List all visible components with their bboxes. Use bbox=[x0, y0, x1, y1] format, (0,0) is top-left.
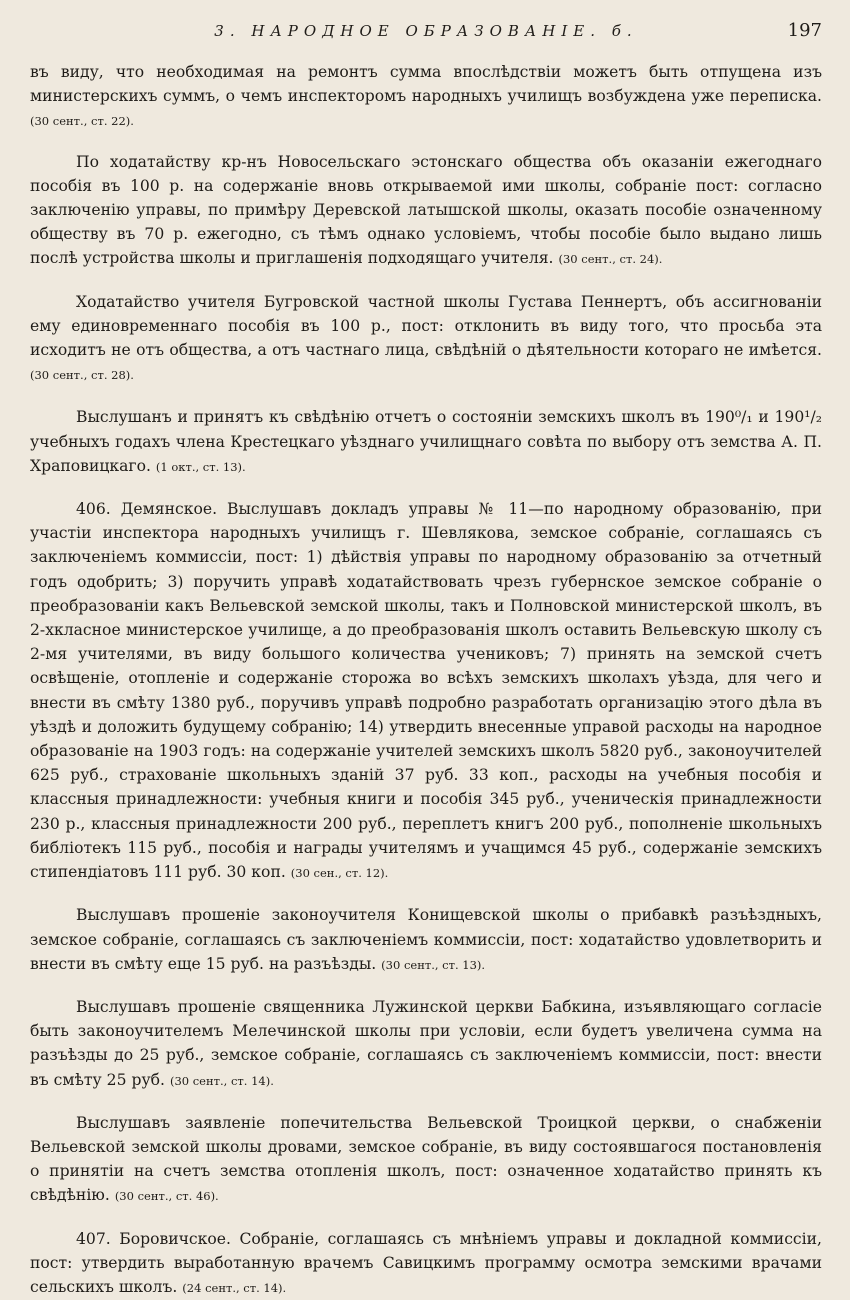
page-number: 197 bbox=[787, 20, 822, 41]
paragraph-text: 407. Боровичское. Собраніе, соглашаясь съ мнѣніемъ управы и докладной коммиссіи, пост: утвердить выработанную врачемъ Савицкимъ программу осмотра земскими врачами сельскихъ школъ. bbox=[30, 1229, 822, 1296]
paragraph-text: Выслушавъ прошеніе законоучителя Конищевской школы о прибавкѣ разъѣздныхъ, земское собраніе, соглашаясь съ заключеніемъ коммиссіи, пост: ходатайство удовлетворить и внести въ смѣту еще 15 руб. на разъѣзды. bbox=[30, 906, 822, 973]
citation-ref: (30 сен., ст. 12). bbox=[290, 866, 389, 881]
paragraph-text: Ходатайство учителя Бугровской частной школы Густава Пеннертъ, объ ассигнованіи ему единовременнаго пособія въ 100 р., пост: отклонить въ виду того, что просьба эта исходитъ не отъ общества, а отъ частнаго лица, свѣдѣній о дѣятельности котораго не имѣется. bbox=[30, 292, 822, 360]
paragraph-text: По ходатайству кр-нъ Новосельскаго эстонскаго общества объ оказаніи ежегоднаго пособія въ 100 р. на содержаніе вновь открываемой ими школы, собраніе пост: согласно заключенію управы, по примѣру Деревской латышской школы, оказать пособіе означенному обществу въ 70 р. ежегодно, съ тѣмъ однако условіемъ, чтобы пособіе было выдано лишь послѣ устройства школы и приглашенія подходящаго учителя. bbox=[30, 152, 822, 268]
citation-ref: (24 сент., ст. 14). bbox=[182, 1280, 287, 1295]
paragraph bbox=[30, 1111, 822, 1209]
citation-ref: (30 сент., ст. 14). bbox=[169, 1073, 274, 1088]
citation-ref: (30 сент., ст. 46). bbox=[114, 1189, 219, 1204]
citation-ref: (30 сент., ст. 22). bbox=[30, 114, 134, 129]
paragraph bbox=[30, 497, 822, 885]
paragraph bbox=[30, 1227, 822, 1300]
paragraph bbox=[30, 995, 822, 1093]
citation-ref: (30 сент., ст. 13). bbox=[381, 957, 486, 972]
paragraph-text: въ виду, что необходимая на ремонтъ сумма впослѣдствіи можетъ быть отпущена изъ министерскихъ суммъ, о чемъ инспекторомъ народныхъ училищъ возбуждена уже переписка. bbox=[30, 63, 822, 106]
citation-ref: (1 окт., ст. 13). bbox=[155, 459, 246, 474]
running-title: 3. НАРОДНОЕ ОБРАЗОВАНІЕ. б. bbox=[214, 22, 638, 40]
paragraph-text: 406. Демянское. Выслушавъ докладъ управы № 11—по народному образованію, при участіи инспектора народныхъ училищъ г. Шевлякова, земское собраніе, соглашаясь съ заключеніемъ коммиссіи, пост: 1) дѣйствія управы по народному образованію за отчетный годъ одобрить; 3) поручить управѣ ходатайствовать чрезъ губернское земское собраніе о преобразованіи какъ Вельевской земской школы, такъ и Полновской министерской школъ, въ 2-хкласное министерское училище, а до преобразованія школъ оставить Вельевскую школу съ 2-мя учителями, въ виду большого количества учениковъ; 7) принять на земской счетъ освѣщеніе, отопленіе и содержаніе сторожа во всѣхъ земскихъ школахъ уѣзда, для чего и внести въ смѣту 1380 руб., поручивъ управѣ подробно разработать организацію этого дѣла въ уѣздѣ и доложить будущему собранію; 14) утвердить внесенные управой расходы на народное образованіе на 1903 годъ: на содержаніе учителей земскихъ школъ 5820 руб., законоучителей 625 руб., страхованіе школьныхъ зданій 37 руб. 33 коп., расходы на учебныя пособія и классныя принадлежности: учебныя книги и пособія 345 руб., ученическія принадлежности 230 р., классныя принадлежности 200 руб., переплетъ книгъ 200 руб., пополненіе школьныхъ библіотекъ 115 руб., пособія и награды учителямъ и учащимся 45 руб., содержаніе земскихъ стипендіатовъ 111 руб. 30 коп. bbox=[30, 500, 822, 882]
citation-ref: (30 сент., ст. 24). bbox=[558, 252, 663, 267]
paragraph bbox=[30, 405, 822, 479]
paragraph bbox=[30, 150, 822, 272]
paragraph bbox=[30, 903, 822, 977]
paragraph-text: Выслушавъ заявленіе попечительства Вельевской Троицкой церкви, о снабженіи Вельевской земской школы дровами, земское собраніе, въ виду состоявшагося постановленія о принятіи на счетъ земства отопленія школъ, пост: означенное ходатайство принять къ свѣдѣнію. bbox=[30, 1113, 822, 1205]
page-body bbox=[30, 60, 822, 1300]
page-header bbox=[30, 20, 822, 46]
citation-ref: (30 сент., ст. 28). bbox=[30, 368, 134, 383]
paragraph-text: Выслушанъ и принятъ къ свѣдѣнію отчетъ о состояніи земскихъ школъ въ 190⁰/₁ и 190¹/₂ учебныхъ годахъ члена Крестецкаго уѣзднаго училищнаго совѣта по выбору отъ земства А. П. Храповицкаго. bbox=[30, 408, 822, 475]
paragraph bbox=[30, 290, 822, 388]
paragraph-text: Выслушавъ прошеніе священника Лужинской церкви Бабкина, изъявляющаго согласіе быть законоучителемъ Мелечинской школы при условіи, если будетъ увеличена сумма на разъѣзды до 25 руб., земское собраніе, соглашаясь съ заключеніемъ коммиссіи, пост: внести въ смѣту 25 руб. bbox=[30, 997, 822, 1089]
paragraph bbox=[30, 60, 822, 134]
